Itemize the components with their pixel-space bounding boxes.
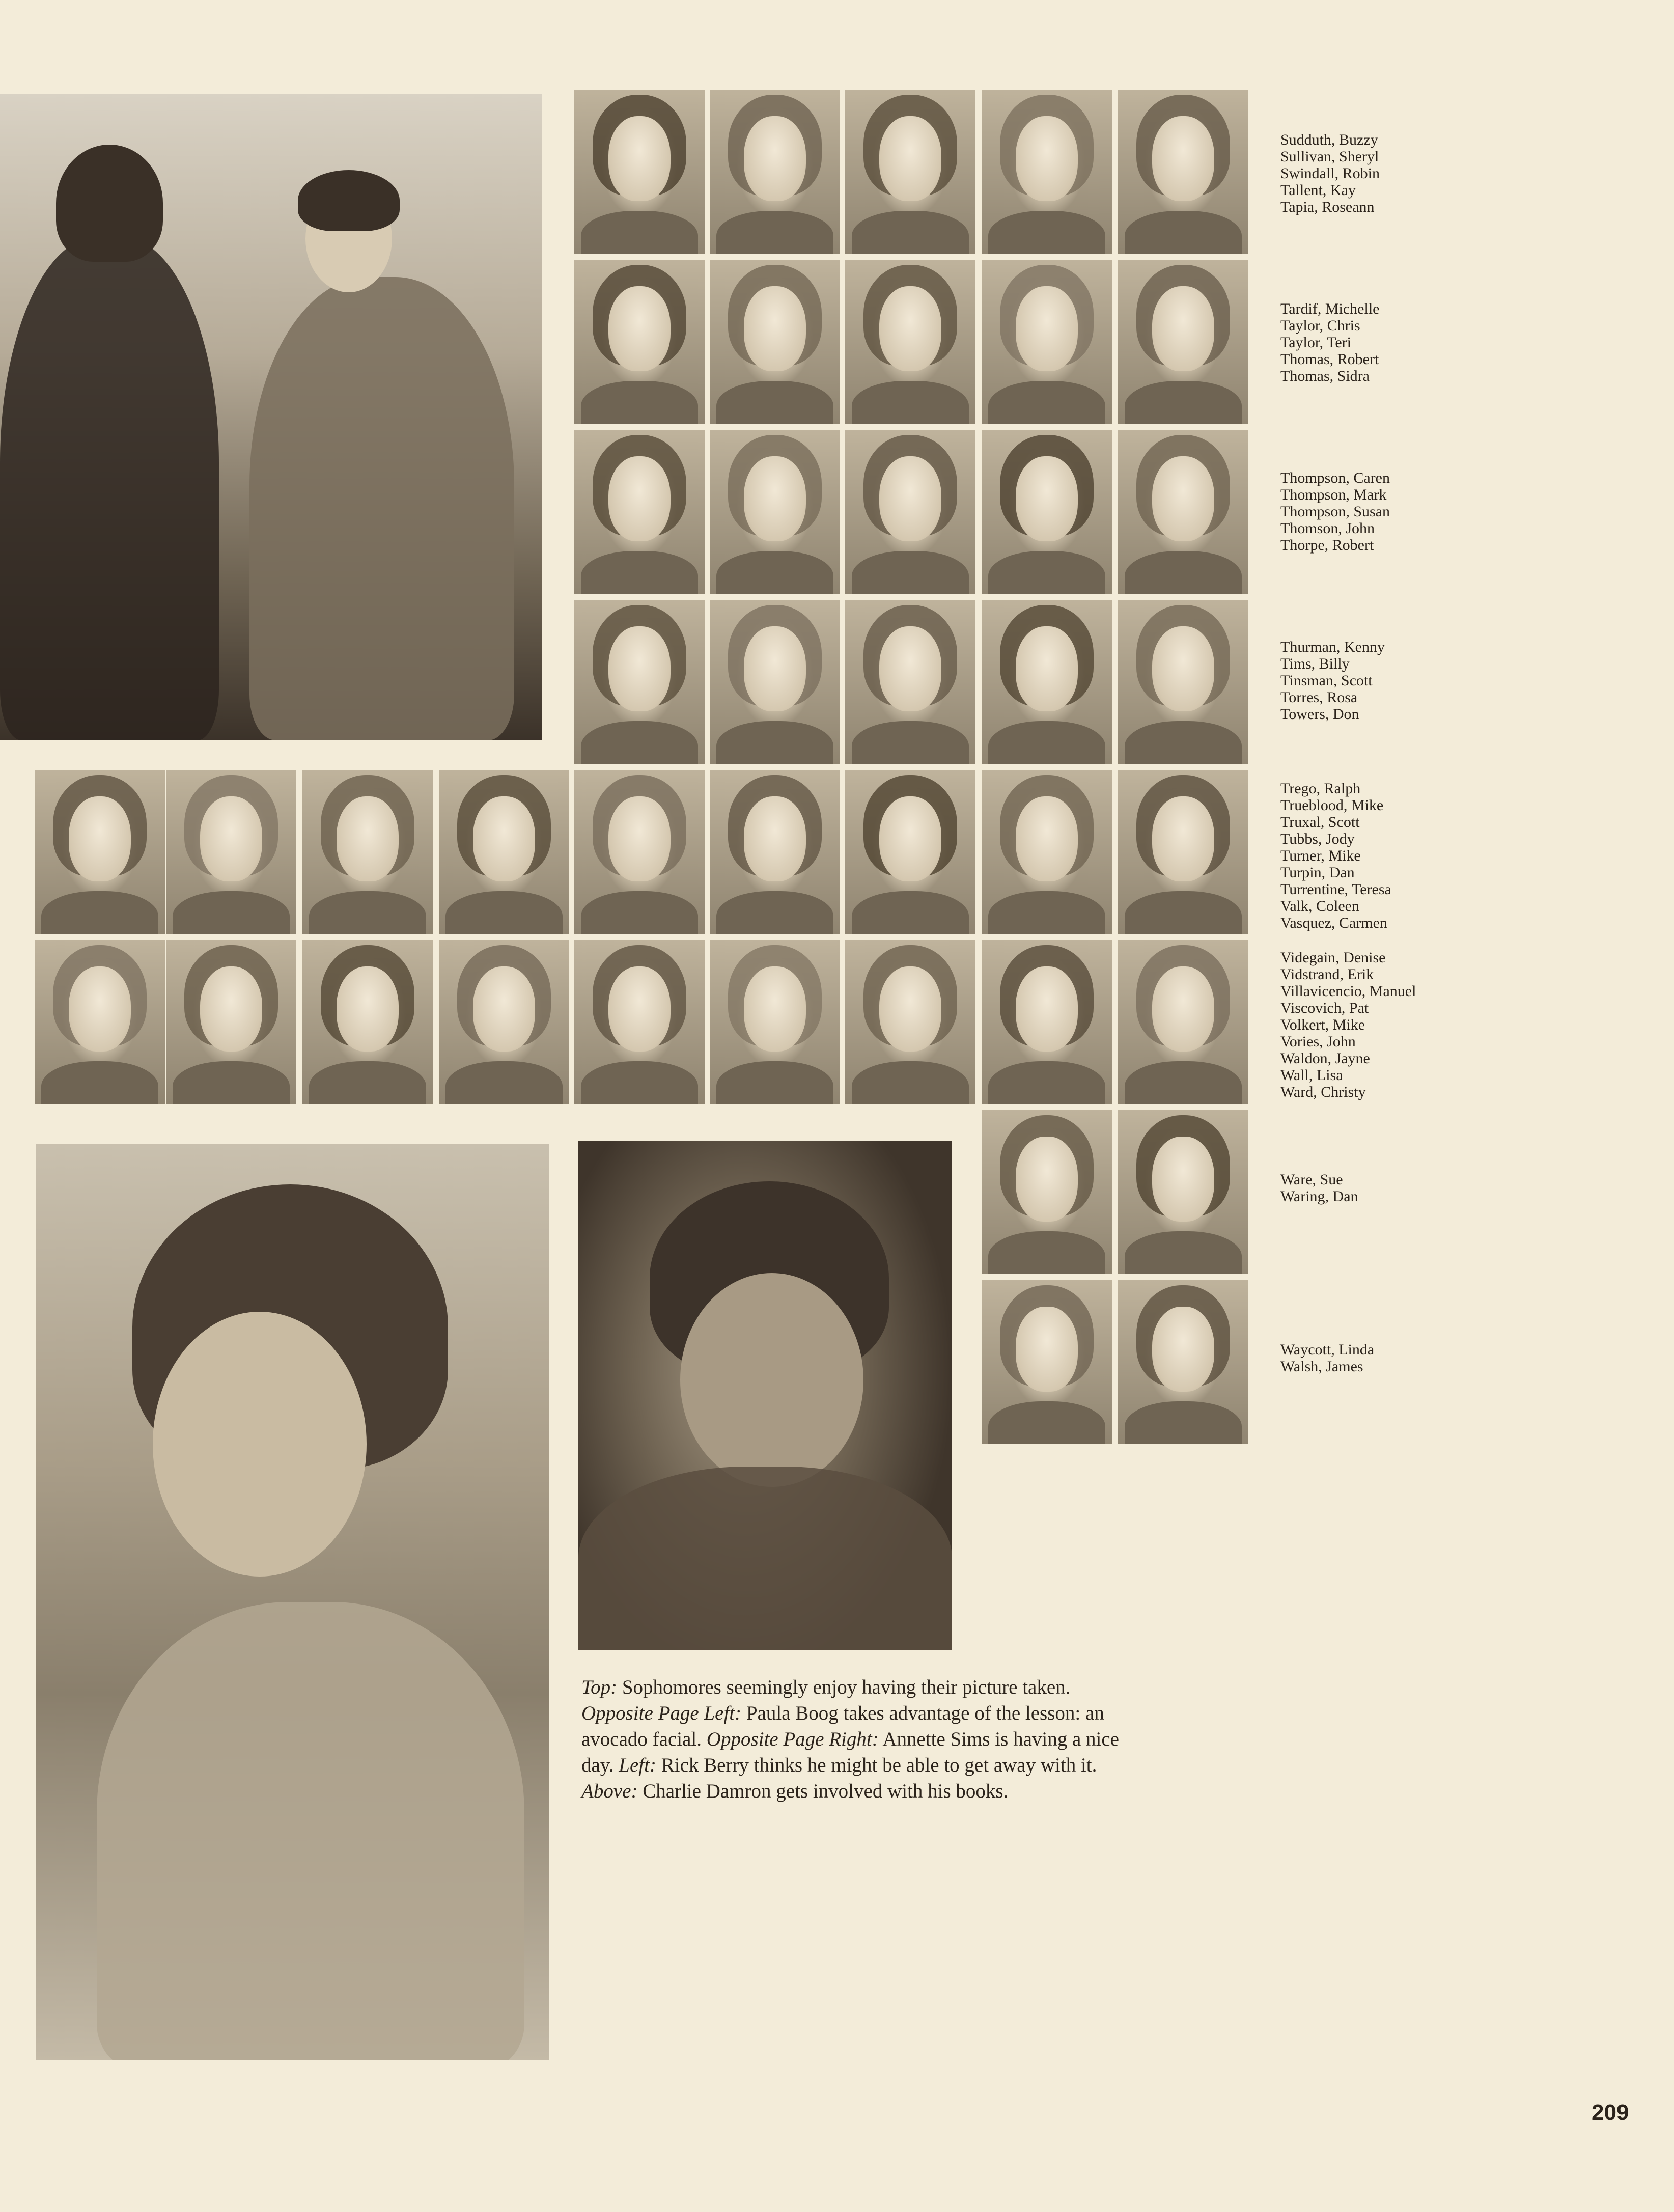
student-name: Taylor, Teri [1280, 334, 1351, 351]
student-portrait [982, 940, 1112, 1104]
student-name: Thurman, Kenny [1280, 639, 1385, 655]
student-portrait [439, 940, 569, 1104]
student-name: Vidstrand, Erik [1280, 966, 1374, 983]
student-name: Thomson, John [1280, 520, 1375, 537]
student-portrait [439, 770, 569, 934]
student-name: Thorpe, Robert [1280, 537, 1374, 554]
caption-above-label: Above: [581, 1780, 638, 1802]
student-name: Taylor, Chris [1280, 317, 1360, 334]
student-portrait [710, 260, 840, 424]
student-portrait [982, 600, 1112, 764]
student-name: Thompson, Caren [1280, 469, 1390, 486]
student-portrait [845, 260, 975, 424]
caption-left-text: Rick Berry thinks he might be able to get away with it. [656, 1754, 1097, 1776]
caption-opp-left-text: Paula Boog takes advantage of the lesson: an avocado facial. [581, 1702, 1104, 1750]
student-name: Tubbs, Jody [1280, 831, 1355, 847]
student-name: Volkert, Mike [1280, 1016, 1365, 1033]
student-portrait [574, 430, 705, 594]
student-portrait [710, 940, 840, 1104]
student-portrait [845, 430, 975, 594]
student-portrait [1118, 260, 1248, 424]
student-portrait [845, 90, 975, 254]
student-portrait [574, 90, 705, 254]
student-portrait [1118, 90, 1248, 254]
student-name: Sudduth, Buzzy [1280, 131, 1378, 148]
student-name: Sullivan, Sheryl [1280, 148, 1379, 165]
student-portrait [1118, 430, 1248, 594]
student-name: Waldon, Jayne [1280, 1050, 1370, 1067]
student-portrait [710, 600, 840, 764]
photo-above-charlie-damron [578, 1141, 952, 1650]
student-portrait [1118, 770, 1248, 934]
name-group [1280, 300, 1484, 384]
student-name: Thomas, Robert [1280, 351, 1379, 368]
student-portrait [574, 260, 705, 424]
name-group [1280, 1341, 1484, 1375]
name-group [1280, 780, 1484, 931]
student-portrait [982, 90, 1112, 254]
student-name: Thompson, Mark [1280, 486, 1387, 503]
student-portrait [845, 770, 975, 934]
student-name: Tapia, Roseann [1280, 199, 1375, 215]
student-portrait [302, 770, 433, 934]
student-portrait [574, 770, 705, 934]
student-portrait [982, 1110, 1112, 1274]
student-portrait [1118, 600, 1248, 764]
caption-top-text: Sophomores seemingly enjoy having their picture taken. [617, 1676, 1071, 1698]
caption-opp-right-label: Opposite Page Right: [706, 1728, 879, 1750]
student-name: Tardif, Michelle [1280, 300, 1380, 317]
student-portrait [982, 770, 1112, 934]
student-portrait [166, 940, 296, 1104]
student-portrait [710, 430, 840, 594]
student-name: Waring, Dan [1280, 1188, 1358, 1205]
student-name: Thompson, Susan [1280, 503, 1390, 520]
student-portrait [845, 940, 975, 1104]
student-portrait [574, 940, 705, 1104]
student-name: Ward, Christy [1280, 1084, 1366, 1100]
caption-left-label: Left: [619, 1754, 656, 1776]
student-name: Videgain, Denise [1280, 949, 1386, 966]
student-portrait [845, 600, 975, 764]
name-group [1280, 1171, 1484, 1205]
student-portrait [302, 940, 433, 1104]
student-name: Walsh, James [1280, 1358, 1363, 1375]
caption-top-label: Top: [581, 1676, 618, 1698]
photo-left-rick-berry [36, 1144, 549, 2060]
page-number: 209 [1592, 2100, 1629, 2125]
student-portrait [982, 430, 1112, 594]
student-name: Tinsman, Scott [1280, 672, 1373, 689]
student-name: Viscovich, Pat [1280, 1000, 1369, 1016]
student-name: Ware, Sue [1280, 1171, 1343, 1188]
student-portrait [1118, 1110, 1248, 1274]
caption-above-text: Charlie Damron gets involved with his books. [637, 1780, 1009, 1802]
student-portrait [166, 770, 296, 934]
student-name: Vasquez, Carmen [1280, 915, 1387, 931]
name-group [1280, 639, 1484, 723]
student-name: Wall, Lisa [1280, 1067, 1343, 1084]
student-name: Villavicencio, Manuel [1280, 983, 1416, 1000]
student-name: Turrentine, Teresa [1280, 881, 1391, 898]
student-name: Swindall, Robin [1280, 165, 1380, 182]
student-portrait [710, 90, 840, 254]
student-portrait [35, 940, 165, 1104]
name-group [1280, 131, 1484, 215]
student-portrait [982, 1280, 1112, 1444]
student-name: Truxal, Scott [1280, 814, 1360, 831]
student-portrait [982, 260, 1112, 424]
student-name: Vories, John [1280, 1033, 1356, 1050]
student-name: Tims, Billy [1280, 655, 1350, 672]
student-name: Waycott, Linda [1280, 1341, 1375, 1358]
caption-opp-right-text: Annette Sims is having a nice day. [581, 1728, 1119, 1776]
name-group [1280, 949, 1484, 1100]
student-name: Turner, Mike [1280, 847, 1361, 864]
name-group [1280, 469, 1484, 554]
student-name: Tallent, Kay [1280, 182, 1356, 199]
photo-top-students-walking [0, 94, 542, 740]
student-name: Valk, Coleen [1280, 898, 1359, 915]
student-name: Towers, Don [1280, 706, 1359, 723]
student-name: Torres, Rosa [1280, 689, 1358, 706]
caption-opp-left-label: Opposite Page Left: [581, 1702, 742, 1724]
student-name: Trueblood, Mike [1280, 797, 1384, 814]
student-portrait [710, 770, 840, 934]
student-portrait [1118, 1280, 1248, 1444]
student-portrait [35, 770, 165, 934]
student-portrait [1118, 940, 1248, 1104]
student-name: Turpin, Dan [1280, 864, 1355, 881]
student-portrait [574, 600, 705, 764]
student-name: Trego, Ralph [1280, 780, 1361, 797]
student-name: Thomas, Sidra [1280, 368, 1370, 384]
photo-caption [581, 1674, 1141, 1804]
